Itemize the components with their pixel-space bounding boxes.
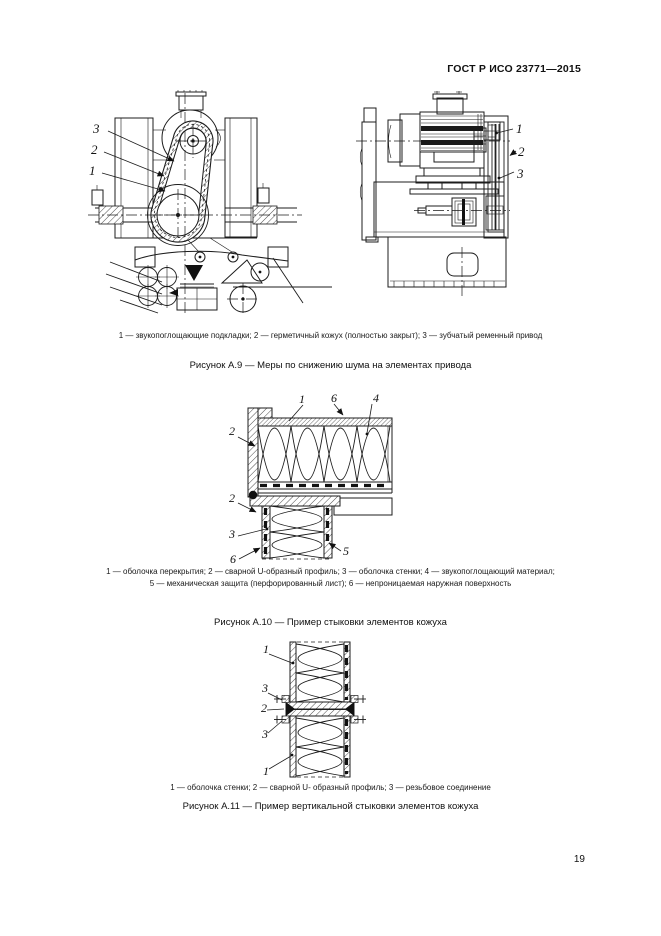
figure-a11-title: Рисунок А.11 — Пример вертикальной стыковки элементов кожуха xyxy=(182,801,479,812)
corner-joint-drawing xyxy=(228,391,392,566)
callout-label: 2 xyxy=(518,144,525,159)
figure-a11-drawing xyxy=(0,633,661,785)
callout-label: 1 xyxy=(263,642,269,656)
callout-label: 1 xyxy=(89,163,96,178)
figure-a9-drawing xyxy=(0,90,661,333)
callout-label: 3 xyxy=(262,727,268,741)
callout-label: 2 xyxy=(229,424,235,438)
figure-a11-caption: 1 — оболочка стенки; 2 — сварной U- образный профиль; 3 — резьбовое соединение xyxy=(170,783,491,792)
figure-a9-title: Рисунок А.9 — Меры по снижению шума на элементах привода xyxy=(189,360,472,371)
callout-label: 4 xyxy=(373,391,379,405)
figure-a10-title: Рисунок А.10 — Пример стыковки элементов кожуха xyxy=(214,617,447,628)
figure-a9-caption: 1 — звукопоглощающие подкладки; 2 — герметичный кожух (полностью закрыт); 3 — зубчатый ременный привод xyxy=(118,331,543,340)
standard-header: ГОСТ Р ИСО 23771—2015 xyxy=(447,63,581,75)
figure-a10-caption-line2: 5 — механическая защита (перфорированный лист); 6 — непроницаемая наружная поверхность xyxy=(149,579,512,588)
callout-label: 3 xyxy=(517,166,524,181)
vertical-joint-drawing xyxy=(261,642,366,778)
callout-label: 1 xyxy=(299,392,305,406)
callout-label: 1 xyxy=(516,121,523,136)
callout-label: 6 xyxy=(331,391,337,405)
callout-label: 3 xyxy=(93,121,100,136)
callout-label: 2 xyxy=(229,491,235,505)
callout-label: 1 xyxy=(263,764,269,778)
figure-a9-left-drawing xyxy=(88,90,332,316)
callout-label: 5 xyxy=(343,544,349,558)
callout-label: 3 xyxy=(229,527,235,541)
page-number: 19 xyxy=(573,854,585,865)
callout-label: 6 xyxy=(230,552,236,566)
figure-a9-right-drawing xyxy=(356,91,525,297)
callout-label: 2 xyxy=(91,142,98,157)
figure-a10-drawing xyxy=(0,388,661,570)
figure-a10-caption-line1: 1 — оболочка перекрытия; 2 — сварной U-образный профиль; 3 — оболочка стенки; 4 — звукопоглощающий материал; xyxy=(106,567,555,576)
callout-label: 2 xyxy=(261,701,267,715)
callout-label: 3 xyxy=(262,681,268,695)
